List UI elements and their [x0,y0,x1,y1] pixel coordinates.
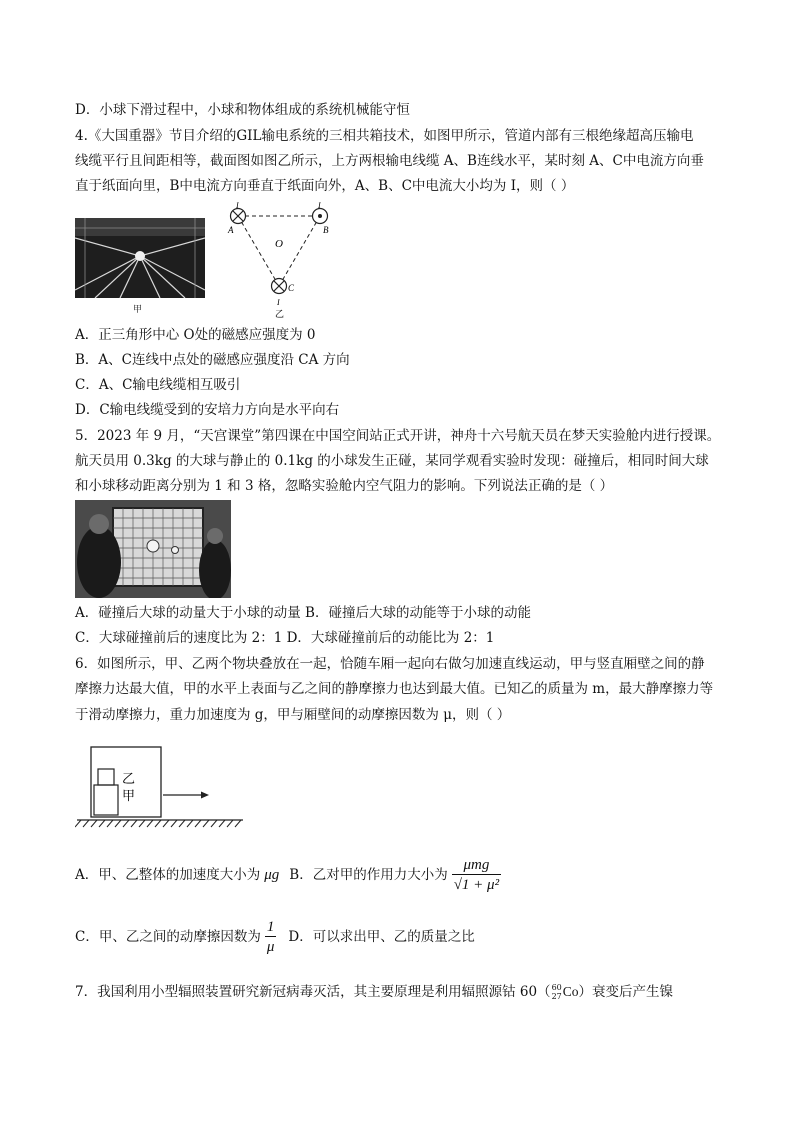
q6-options-cd [75,914,475,960]
q5-options-cd: C．大球碰撞前后的速度比为 2：1 D．大球碰撞前后的动能比为 2：1 [75,630,495,646]
q4-figure-jia-photo [75,218,205,298]
block-yi [98,769,114,785]
tunnel-photo-icon [75,218,205,298]
cable-a-into-page-icon [231,209,246,224]
q7-isotope-numbers [552,983,562,1001]
q7-stem-line1 [75,982,673,1002]
q6-stem-line3: 于滑动摩擦力，重力加速度为 g，甲与厢壁间的动摩擦因数为 μ，则（ ） [75,707,511,723]
q6-option-b-fraction [452,856,501,894]
q5-options-ab: A．碰撞后大球的动量大于小球的动量 B．碰撞后大球的动能等于小球的动能 [75,605,531,621]
q6-option-a-text: A．甲、乙整体的加速度大小为 [75,867,261,883]
q4-stem-line1: 4.《大国重器》节目介绍的GIL输电系统的三相共箱技术，如图甲所示，管道内部有三根绝缘超高压输电 [75,128,694,144]
q4-option-d: D．C输电线缆受到的安培力方向是水平向右 [75,402,340,418]
q5-stem-line3: 和小球移动距离分别为 1 和 3 格，忽略实验舱内空气阻力的影响。下列说法正确的是（ ） [75,478,614,494]
q4-stem-line3: 直于纸面向里，B中电流方向垂直于纸面向外，A、B、C中电流大小均为 I，则（ ） [75,178,575,194]
q7-stem-end: ）衰变后产生镍 [578,984,674,1000]
q7-isotope-mass: 60 [551,983,562,992]
q4-figure-jia-caption: 甲 [133,305,143,315]
label-c: C [288,283,295,293]
cable-b-out-of-page-icon [313,209,328,224]
q5-classroom-photo [75,500,231,598]
q4-figure-yi-diagram [222,200,342,320]
q6-option-c-denominator: μ [265,936,277,956]
q4-stem-line2: 线缆平行且间距相等，截面图如图乙所示，上方两根输电线缆 A、B连线水平，某时刻 A、C中电流方向垂 [75,153,704,169]
label-jia: 甲 [122,788,136,803]
label-o: O [275,238,283,250]
q6-stem-line1: 6．如图所示，甲、乙两个物块叠放在一起，恰随车厢一起向右做匀加速直线运动，甲与竖直厢壁之间的静 [75,656,705,672]
q7-isotope-symbol: Co [562,984,579,999]
label-current-c: I [277,298,280,307]
q6-option-b-denominator: √1 + μ² [452,874,501,894]
q6-option-a-math: μg [264,867,280,883]
arrow-right-icon [201,792,209,799]
label-yi: 乙 [122,771,136,786]
q4-option-b: B．A、C连线中点处的磁感应强度沿 CA 方向 [75,352,350,368]
q4-figure-yi-caption: 乙 [275,309,285,319]
q7-stem-text: 7．我国利用小型辐照装置研究新冠病毒灭活，其主要原理是利用辐照源钴 60（ [75,984,551,1000]
q4-option-a: A．正三角形中心 O处的磁感应强度为 0 [75,327,316,343]
q6-stem-line2: 摩擦力达最大值，甲的水平上表面与乙之间的静摩擦力也达到最大值。已知乙的质量为 m，最大静摩擦力等 [75,681,714,697]
cable-c-into-page-icon [272,279,287,294]
q5-stem-line1: 5．2023 年 9 月，“天宫课堂”第四课在中国空间站正式开讲，神舟十六号航天员在梦天实验舱内进行授课。 [75,428,721,444]
q3-option-d: D．小球下滑过程中，小球和物体组成的系统机械能守恒 [75,102,410,118]
q6-option-b-numerator: μmg [463,857,490,873]
q6-option-b-text: B．乙对甲的作用力大小为 [289,867,448,883]
block-jia [94,785,118,815]
q6-carriage-diagram [75,745,245,830]
label-current-b: I [318,201,321,210]
q6-option-c-numerator: 1 [266,919,275,935]
q6-options-ab [75,852,501,898]
space-classroom-photo-icon [75,500,231,598]
label-b: B [323,225,329,235]
q5-stem-line2: 航天员用 0.3kg 的大球与静止的 0.1kg 的小球发生正碰，某同学观看实验时发现：碰撞后，相同时间大球 [75,453,709,469]
label-a: A [228,225,234,235]
q6-option-c-text: C．甲、乙之间的动摩擦因数为 [75,929,261,945]
q7-isotope-atomic: 27 [551,992,562,1001]
q6-option-c-fraction [265,918,277,956]
q4-option-c: C．A、C输电线缆相互吸引 [75,377,241,393]
label-current-a: I [236,201,239,210]
q6-option-d: D．可以求出甲、乙的质量之比 [288,929,475,945]
